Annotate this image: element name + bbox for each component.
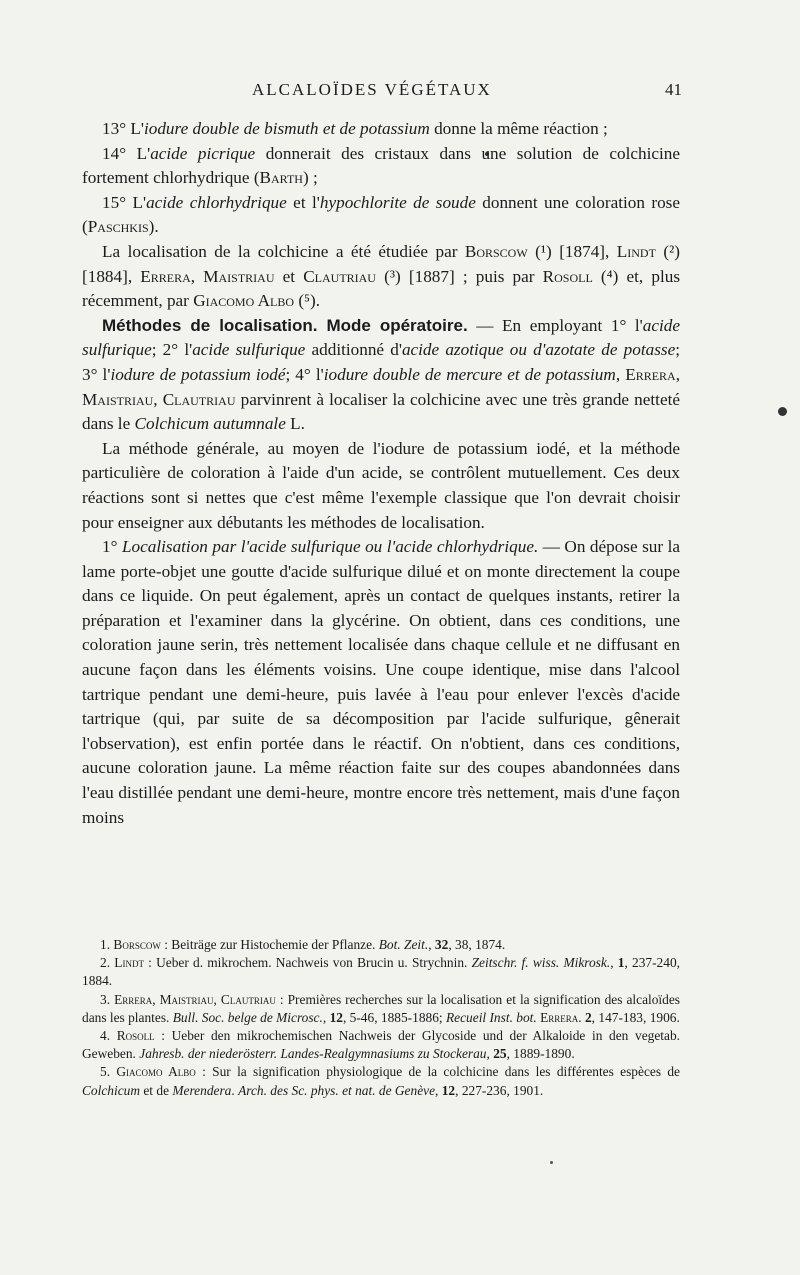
- item-14: 14° L'acide picrique donnerait des cristaux dans une solution de colchicine fortement chlorhydrique (Barth) ;: [82, 143, 681, 188]
- footnote-2: 2. Lindt : Ueber d. mikrochem. Nachweis von Brucin u. Strychnin. Zeitschr. f. wiss. Mikrosk., 1, 237-240, 1884.: [82, 955, 680, 989]
- footnote-1: 1. Borscow : Beiträge zur Histochemie der Pflanze. Bot. Zeit., 32, 38, 1874.: [100, 937, 506, 952]
- methods-paragraph: Méthodes de localisation. Mode opératoire. — En employant 1° l'acide sulfurique; 2° l'acide sulfurique additionné d'acide azotique ou d'azotate de potasse; 3° l'iodure de potassium iodé; 4° l'iodure double de mercure et de potassium, Errera, Maistriau, Clautriau parvinrent à localiser la colchicine avec une très grande netteté dans le Colchicum autumnale L.: [82, 315, 681, 434]
- item-15: 15° L'acide chlorhydrique et l'hypochlorite de soude donnent une coloration rose (Paschkis).: [82, 192, 680, 237]
- general-method-paragraph: La méthode générale, au moyen de l'iodure de potassium iodé, et la méthode particulière de coloration à l'aide d'un acide, se contrôlent mutuellement. Ces deux réactions sont si nettes que c'est même l'exemple classique que l'on devrait choisir pour enseigner aux débutants les méthodes de localisation.: [82, 438, 680, 532]
- body-text: [82, 117, 680, 830]
- margin-bullet: [778, 407, 787, 416]
- localisation-history: La localisation de la colchicine a été étudiée par Borscow (¹) [1874], Lindt (²) [1884], Errera, Maistriau et Clautriau (³) [1887] ; puis par Rosoll (⁴) et, plus récemment, par Giacomo Albo (⁵).: [82, 241, 681, 311]
- footnote-3: 3. Errera, Maistriau, Clautriau : Premières recherches sur la localisation et la signification des alcaloïdes dans les plantes. Bull. Soc. belge de Microsc., 12, 5-46, 1885-1886; Recueil Inst. bot. Errera. 2, 147-183, 1906.: [82, 991, 680, 1025]
- page-number: 41: [665, 80, 682, 99]
- sulfuric-method-paragraph: 1° Localisation par l'acide sulfurique ou l'acide chlorhydrique. — On dépose sur la lame porte-objet une goutte d'acide sulfurique dilué et on monte directement la coupe dans ce liquide. On peut également, après un contact de quelques instants, retirer la préparation et l'examiner dans la glycérine. On obtient, dans ces conditions, une coloration jaune serin, très nettement localisée dans chaque cellule et ne diffusant en aucune façon dans les éléments voisins. Une coupe identique, mise dans l'alcool tartrique pendant une demi-heure, puis lavée à l'eau pour enlever l'excès d'acide tartrique (qui, par suite de sa décomposition par l'acide sulfurique, gênerait l'observation), est enfin portée dans le réactif. On n'obtient, dans ces conditions, aucune coloration jaune. La même réaction faite sur des coupes abandonnées dans l'eau distillée pendant une demi-heure, montre encore très nettement, mais d'une façon moins: [82, 537, 680, 827]
- ink-speck-bottom: [550, 1161, 553, 1164]
- item-13: 13° L'iodure double de bismuth et de potassium donne la même réaction ;: [102, 119, 608, 138]
- running-title: ALCALOÏDES VÉGÉTAUX: [252, 80, 492, 99]
- section-heading: Méthodes de localisation. Mode opératoire.: [102, 315, 468, 335]
- footnotes: [82, 936, 680, 1100]
- footnote-5: 5. Giacomo Albo : Sur la signification physiologique de la colchicine dans les différentes espèces de Colchicum et de Merendera. Arch. des Sc. phys. et nat. de Genève, 12, 227-236, 1901.: [82, 1064, 680, 1098]
- footnote-4: 4. Rosoll : Ueber den mikrochemischen Nachweis der Glycoside und der Alkaloide in den vegetab. Geweben. Jahresb. der niederösterr. Landes-Realgymnasiums zu Stockerau, 25, 1889-1890.: [82, 1028, 680, 1062]
